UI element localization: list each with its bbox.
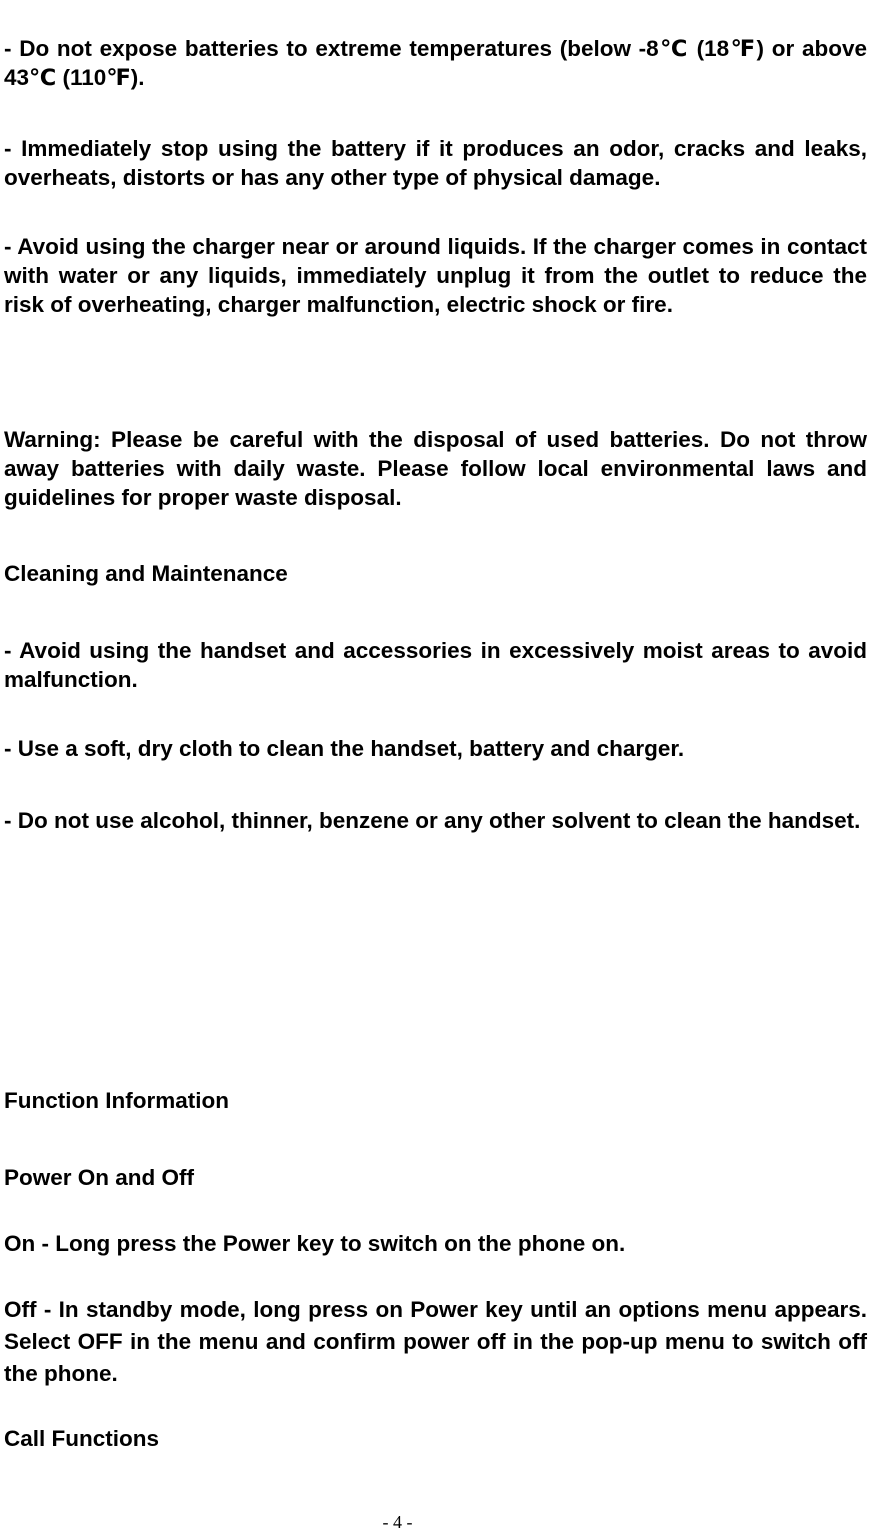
cleaning-maintenance-heading: Cleaning and Maintenance <box>4 561 288 586</box>
power-on-paragraph: On - Long press the Power key to switch on the phone on. <box>4 1231 626 1256</box>
page-number: - 4 - <box>382 1512 413 1532</box>
no-solvents-paragraph: - Do not use alcohol, thinner, benzene or any other solvent to clean the handset. <box>4 808 861 833</box>
call-functions-heading: Call Functions <box>4 1426 160 1451</box>
stop-using-battery-paragraph: - Immediately stop using the battery if it produces an odor, cracks and leaks, overheats, distorts or has any other type of physical damage. <box>4 136 867 190</box>
moist-areas-paragraph: - Avoid using the handset and accessories in excessively moist areas to avoid malfunction. <box>4 638 867 692</box>
extreme-temperatures-paragraph: - Do not expose batteries to extreme temperatures (below -8℃ (18℉) or above 43℃ (110℉). <box>4 36 867 90</box>
power-off-paragraph: Off - In standby mode, long press on Power key until an options menu appears. Select OFF in the menu and confirm power off in the pop-up menu to switch off the phone. <box>4 1297 867 1386</box>
soft-cloth-paragraph: - Use a soft, dry cloth to clean the handset, battery and charger. <box>4 736 685 761</box>
function-information-heading: Function Information <box>4 1088 229 1113</box>
power-on-off-heading: Power On and Off <box>4 1165 195 1190</box>
charger-liquids-paragraph: - Avoid using the charger near or around liquids. If the charger comes in contact with water or any liquids, immediately unplug it from the outlet to reduce the risk of overheating, charger malfunction, electric shock or fire. <box>4 234 867 317</box>
disposal-warning-paragraph: Warning: Please be careful with the disposal of used batteries. Do not throw away batteries with daily waste. Please follow local environmental laws and guidelines for proper waste disposal. <box>4 427 867 510</box>
